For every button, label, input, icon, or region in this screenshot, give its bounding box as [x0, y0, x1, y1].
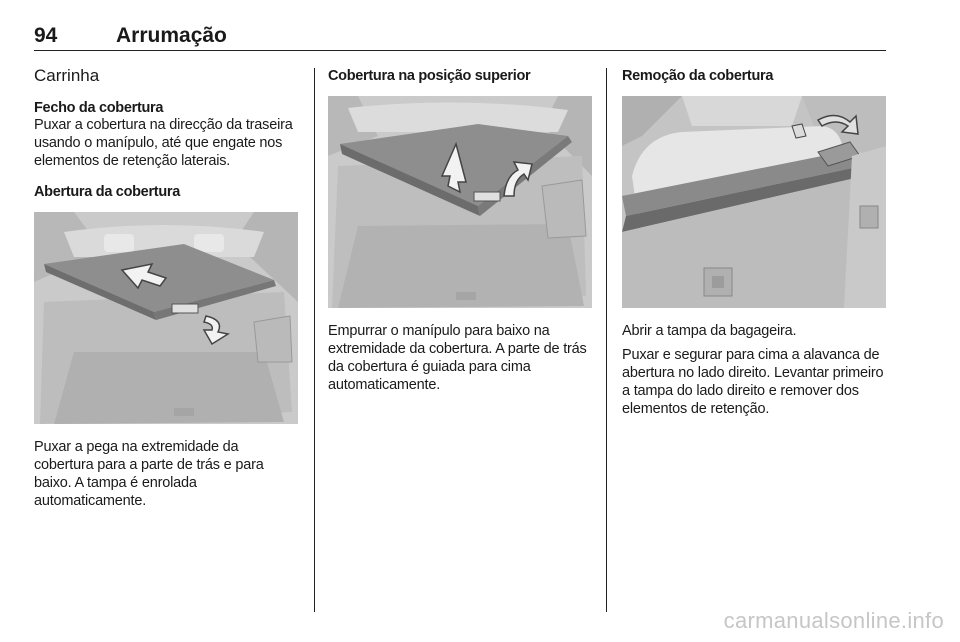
text-cobertura-superior: Empurrar o manípulo para baixo na extremidade da cobertura. A parte de trás da cobertura é guiada para cima automaticamente.	[328, 323, 587, 393]
column-divider-1	[314, 68, 315, 612]
column-divider-2	[606, 68, 607, 612]
figure-cobertura-superior	[328, 96, 592, 308]
title-remocao: Remoção da cobertura	[622, 68, 774, 84]
title-cobertura-superior: Cobertura na posição superior	[328, 68, 531, 84]
illustration-trunk-open-cover	[34, 212, 298, 424]
illustration-cover-removal	[622, 96, 886, 308]
figure-abertura	[34, 212, 298, 424]
text-remocao-2: Puxar e segurar para cima a alavanca de abertura no lado direito. Levantar primeiro a tampa do lado direito e remover dos elementos de retenção.	[622, 347, 884, 417]
header-rule	[34, 50, 886, 51]
watermark-text: carmanualsonline.info	[723, 608, 944, 633]
section-title-carrinha: Carrinha	[34, 66, 100, 85]
text-fecho: Puxar a cobertura na direcção da traseira usando o manípulo, até que engate nos elementos de retenção laterais.	[34, 117, 293, 169]
subtitle-abertura: Abertura da cobertura	[34, 184, 180, 200]
subtitle-fecho: Fecho da cobertura	[34, 100, 164, 116]
column-3	[622, 64, 888, 418]
page-header	[34, 24, 886, 52]
text-remocao-1: Abrir a tampa da bagageira.	[622, 323, 797, 339]
figure-remocao	[622, 96, 886, 308]
text-abertura: Puxar a pega na extremidade da cobertura para a parte de trás e para baixo. A tampa é enrolada automaticamente.	[34, 439, 264, 509]
illustration-cover-upper-position	[328, 96, 592, 308]
page-number: 94	[34, 24, 58, 47]
chapter-title: Arrumação	[116, 24, 227, 47]
column-1	[34, 64, 300, 510]
column-2	[328, 64, 592, 394]
